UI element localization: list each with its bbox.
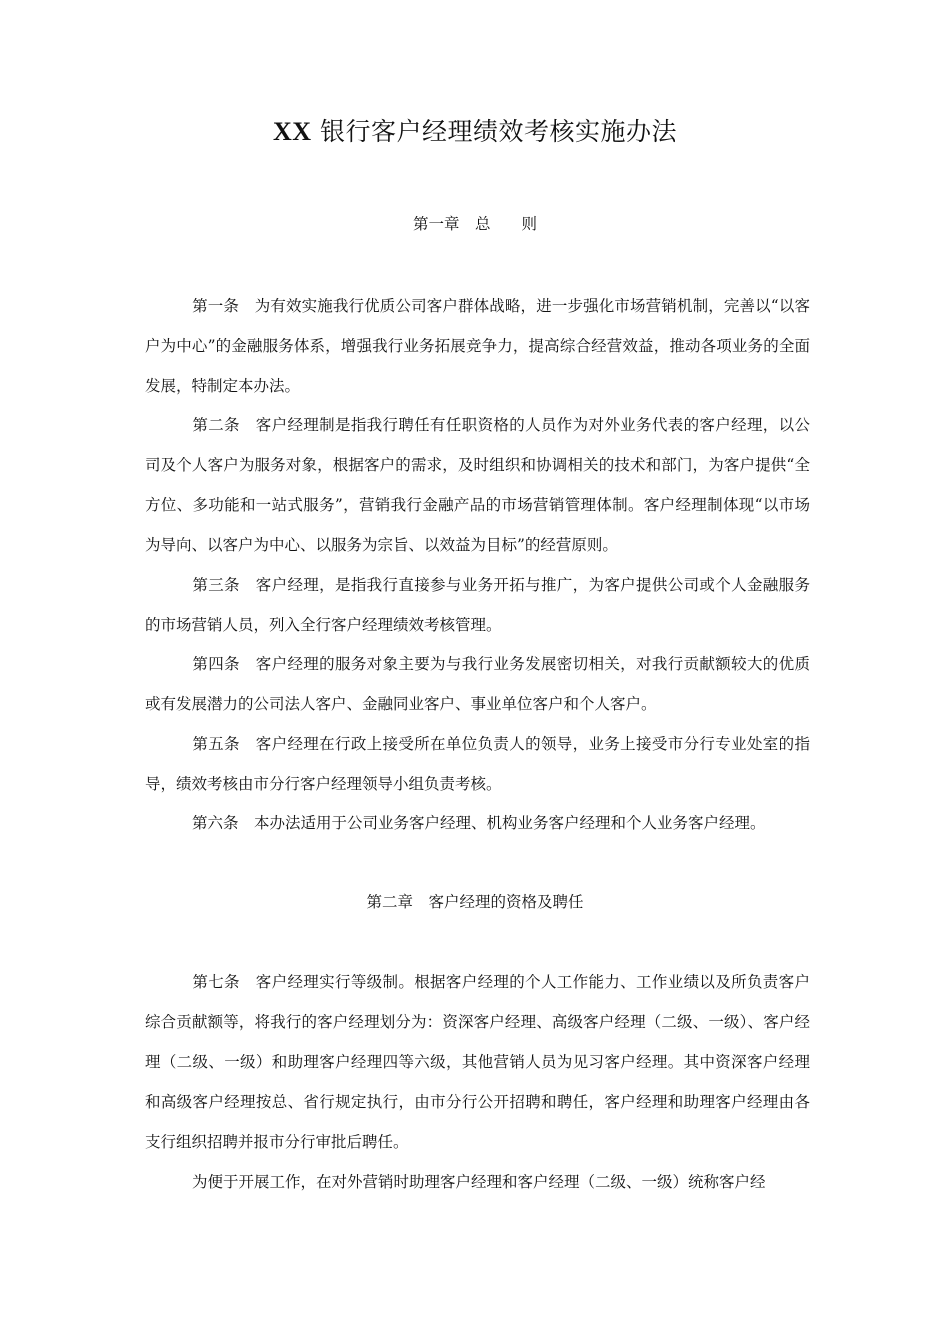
article-3 bbox=[145, 565, 810, 645]
article-7-text: 客户经理实行等级制。根据客户经理的个人工作能力、工作业绩以及所负责客户综合贡献额等，将我行的客户经理划分为：资深客户经理、高级客户经理（二级、一级）、客户经理（二级、一级）和助理客户经理四等六级，其他营销人员为见习客户经理。其中资深客户经理和高级客户经理按总、省行规定执行，由市分行公开招聘和聘任，客户经理和助理客户经理由各支行组织招聘并报市分行审批后聘任。 bbox=[145, 973, 810, 1151]
article-6-text: 本办法适用于公司业务客户经理、机构业务客户经理和个人业务客户经理。 bbox=[254, 814, 766, 832]
article-5-text: 客户经理在行政上接受所在单位负责人的领导，业务上接受市分行专业处室的指导，绩效考核由市分行客户经理领导小组负责考核。 bbox=[145, 735, 810, 793]
chapter-2-heading: 第二章 客户经理的资格及聘任 bbox=[366, 893, 584, 911]
article-5-label: 第五条 bbox=[192, 735, 240, 753]
article-6-label: 第六条 bbox=[192, 814, 239, 832]
article-1 bbox=[145, 286, 810, 406]
article-2-text: 客户经理制是指我行聘任有任职资格的人员作为对外业务代表的客户经理，以公司及个人客户为服务对象，根据客户的需求，及时组织和协调相关的技术和部门，为客户提供“全方位、多功能和一站式服务”，营销我行金融产品的市场营销管理体制。客户经理制体现“以市场为导向、以客户为中心、以服务为宗旨、以效益为目标”的经营原则。 bbox=[145, 416, 810, 554]
article-4 bbox=[145, 644, 810, 724]
article-4-text: 客户经理的服务对象主要为与我行业务发展密切相关，对我行贡献额较大的优质或有发展潜力的公司法人客户、金融同业客户、事业单位客户和个人客户。 bbox=[145, 655, 810, 713]
title-prefix: XX bbox=[272, 117, 312, 146]
closing-paragraph-text: 为便于开展工作，在对外营销时助理客户经理和客户经理（二级、一级）统称客户经 bbox=[192, 1173, 766, 1191]
article-1-text: 为有效实施我行优质公司客户群体战略，进一步强化市场营销机制，完善以“以客户为中心”的金融服务体系，增强我行业务拓展竞争力，提高综合经营效益，推动各项业务的全面发展，特制定本办法。 bbox=[145, 297, 810, 395]
article-6 bbox=[145, 803, 810, 843]
article-3-label: 第三条 bbox=[192, 576, 240, 594]
article-3-text: 客户经理，是指我行直接参与业务开拓与推广，为客户提供公司或个人金融服务的市场营销人员，列入全行客户经理绩效考核管理。 bbox=[145, 576, 810, 634]
article-2 bbox=[145, 405, 810, 565]
article-1-label: 第一条 bbox=[192, 297, 240, 315]
article-2-label: 第二条 bbox=[192, 416, 240, 434]
title-main: 银行客户经理绩效考核实施办法 bbox=[320, 117, 678, 146]
closing-paragraph bbox=[145, 1162, 810, 1202]
document-title bbox=[0, 112, 950, 152]
article-4-label: 第四条 bbox=[192, 655, 240, 673]
article-7-label: 第七条 bbox=[192, 973, 240, 991]
chapter-1-heading: 第一章 总 则 bbox=[412, 215, 537, 233]
article-7 bbox=[145, 962, 810, 1162]
article-5 bbox=[145, 724, 810, 804]
